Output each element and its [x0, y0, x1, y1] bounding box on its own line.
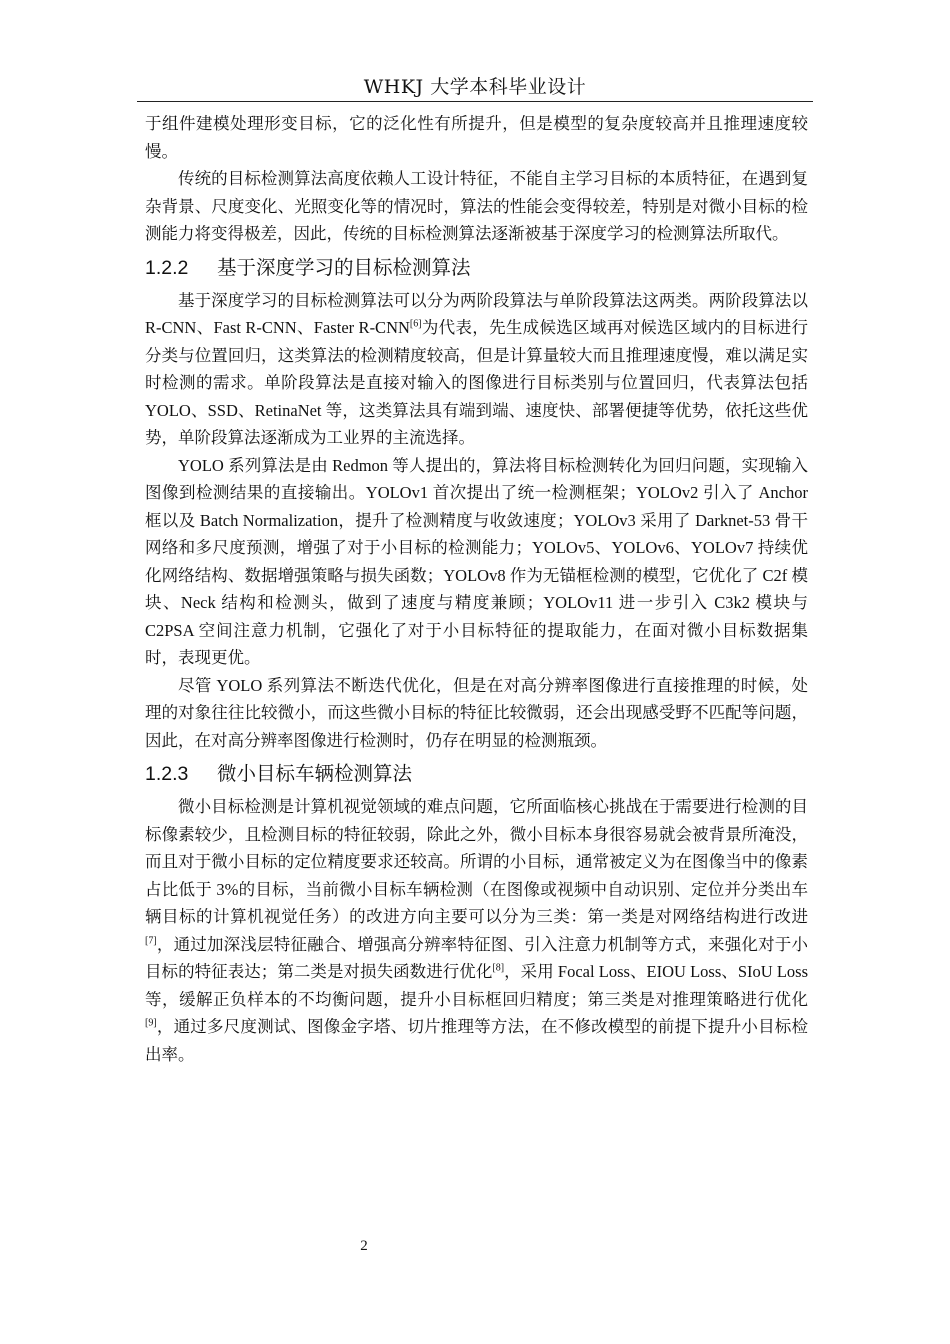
paragraph-6: [145, 793, 808, 1068]
section-number: 1.2.3: [145, 763, 189, 785]
section-title: 微小目标车辆检测算法: [217, 763, 413, 785]
text-run: ，通过多尺度测试、图像金字塔、切片推理等方法，在不修改模型的前提下提升小目标检出率。: [145, 1017, 808, 1064]
text-run: 微小目标检测是计算机视觉领域的难点问题，它所面临核心挑战在于需要进行检测的目标像素较少，且检测目标的特征较弱，除此之外，微小目标本身很容易就会被背景所淹没，而且对于微小目标的定位精度要求还较高。所谓的小目标，通常被定义为在图像当中的像素占比低于 3%的目标，当前微小目标车辆检测（在图像或视频中自动识别、定位并分类出车辆目标的计算机视觉任务）的改进方向主要可以分为三类：第一类是对网络结构进行改进: [145, 797, 808, 926]
section-heading-1-2-3: [145, 758, 808, 790]
section-number: 1.2.2: [145, 256, 189, 279]
paragraph-1: 于组件建模处理形变目标，它的泛化性有所提升，但是模型的复杂度较高并且推理速度较慢。: [145, 114, 808, 161]
text-run: 基于深度学习的目标检测算法可以分为两阶段算法与单阶段算法这两类。两阶段算法以 R-CNN、Fast R-CNN、Faster R-CNN: [145, 290, 808, 337]
citation-9: [9]: [145, 1017, 157, 1029]
section-title: 基于深度学习的目标检测算法: [217, 256, 471, 279]
paragraph-4: YOLO 系列算法是由 Redmon 等人提出的，算法将目标检测转化为回归问题，实现输入图像到检测结果的直接输出。YOLOv1 首次提出了统一检测框架；YOLOv2 引入了 Anchor 框以及 Batch Normalization，提升了检测精度与收敛速度；YOLOv3 采用了 Darknet-53 骨干网络和多尺度预测，增强了对于小目标的检测能力；YOLOv5、YOLOv6、YOLOv7 持续优化网络结构、数据增强策略与损失函数；YOLOv8 作为无锚框检测的模型，它优化了 C2f 模块、Neck 结构和检测头，做到了速度与精度兼顾；YOLOv11 进一步引入 C3k2 模块与 C2PSA 空间注意力机制，它强化了对于小目标特征的提取能力，在面对微小目标数据集时，表现更优。: [145, 455, 808, 667]
header-divider: [137, 101, 813, 102]
section-heading-1-2-2: [145, 252, 808, 284]
text-run: ，通过加深浅层特征融合、增强高分辨率特征图、引入注意力机制等方式，来强化对于小目标的特征表达；第二类是对损失函数进行优化: [145, 934, 808, 981]
paragraph-5: 尽管 YOLO 系列算法不断迭代优化，但是在对高分辨率图像进行直接推理的时候，处理的对象往往比较微小，而这些微小目标的特征比较微弱，还会出现感受野不匹配等问题，因此，在对高分辨率图像进行检测时，仍存在明显的检测瓶颈。: [145, 675, 808, 750]
paragraph-2: 传统的目标检测算法高度依赖人工设计特征，不能自主学习目标的本质特征，在遇到复杂背景、尺度变化、光照变化等的情况时，算法的性能会变得较差，特别是对微小目标的检测能力将变得极差，因此，传统的目标检测算法逐渐被基于深度学习的检测算法所取代。: [145, 169, 808, 243]
text-run: ，采用 Focal Loss、EIOU Loss、SIoU Loss 等，缓解正负样本的不均衡问题，提升小目标框回归精度；第三类是对推理策略进行优化: [145, 962, 809, 1009]
page-header: WHKJ 大学本科毕业设计: [363, 76, 587, 98]
citation-6: [6]: [409, 318, 422, 330]
citation-7: [7]: [145, 935, 157, 946]
citation-8: [8]: [492, 962, 505, 974]
page-number: 2: [360, 1238, 368, 1254]
paragraph-3: [145, 287, 808, 452]
text-run: 为代表，先生成候选区域再对候选区域内的目标进行分类与位置回归，这类算法的检测精度较高，但是计算量较大而且推理速度慢，难以满足实时检测的需求。单阶段算法是直接对输入的图像进行目标类别与位置回归，代表算法包括 YOLO、SSD、RetinaNet 等，这类算法具有端到端、速度快、部署便捷等优势，依托这些优势，单阶段算法逐渐成为工业界的主流选择。: [145, 318, 809, 447]
body-text: [145, 110, 808, 1068]
